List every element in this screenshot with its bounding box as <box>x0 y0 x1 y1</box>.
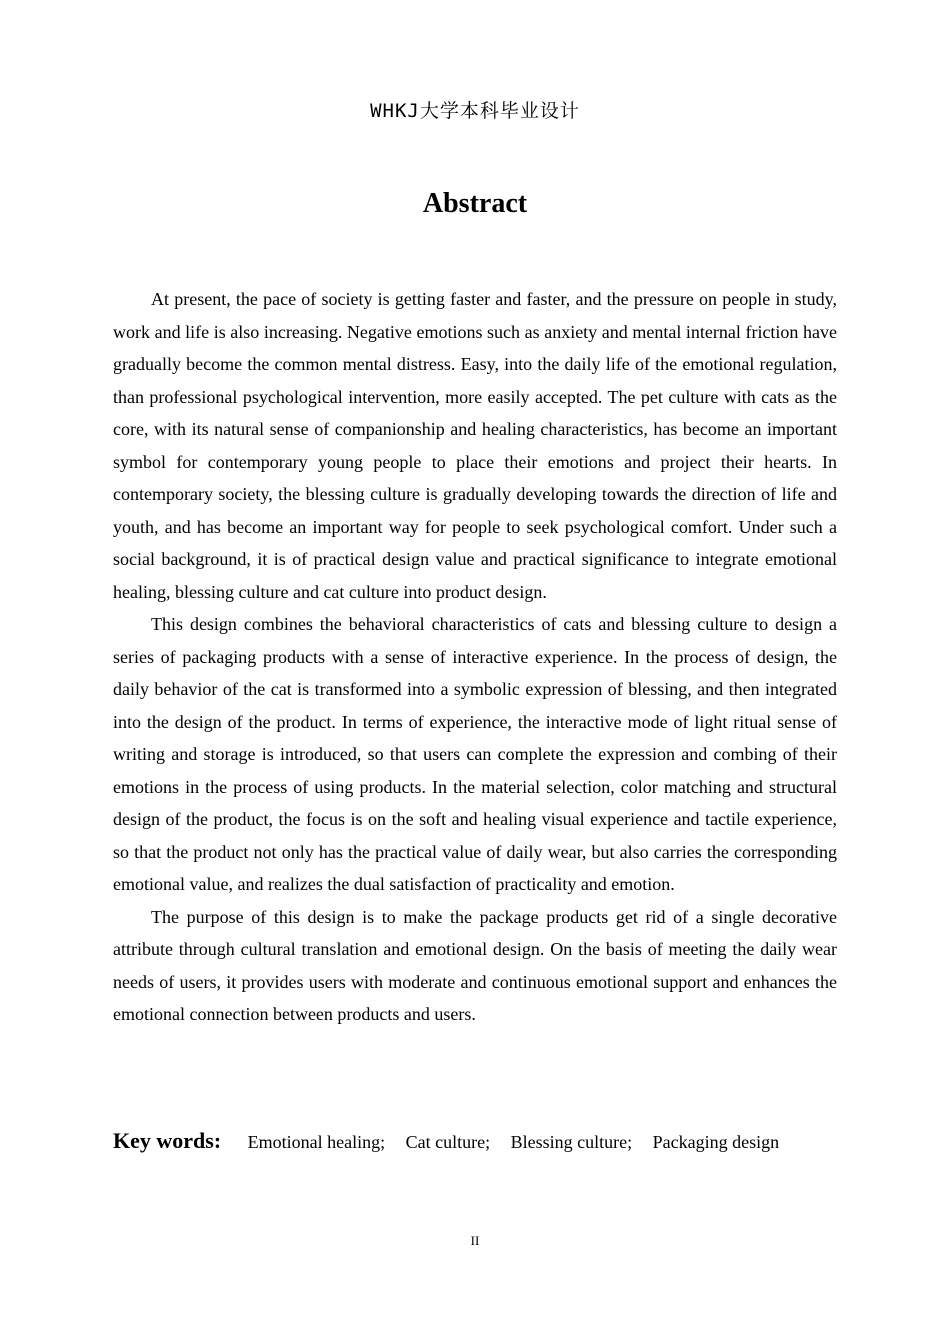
keywords-label: Key words: <box>113 1128 222 1153</box>
page-header: WHKJ大学本科毕业设计 <box>370 100 580 122</box>
page-number: II <box>470 1233 480 1248</box>
abstract-paragraph-2: This design combines the behavioral characteristics of cats and blessing culture to design a series of packaging products with a sense of interactive experience. In the process of design, the daily behavior of the cat is transformed into a symbolic expression of blessing, and then integrated into the design of the product. In terms of experience, the interactive mode of light ritual sense of writing and storage is introduced, so that users can complete the expression and combing of their emotions in the process of using products. In the material selection, color matching and structural design of the product, the focus is on the soft and healing visual experience and tactile experience, so that the product not only has the practical value of daily wear, but also carries the corresponding emotional value, and realizes the dual satisfaction of practicality and emotion. <box>113 614 837 894</box>
keyword-item: Cat culture; <box>405 1132 491 1152</box>
abstract-title: Abstract <box>422 188 528 219</box>
keyword-item: Packaging design <box>652 1132 780 1152</box>
abstract-body <box>113 283 837 1031</box>
keyword-item: Blessing culture; <box>510 1132 633 1152</box>
abstract-paragraph-3: The purpose of this design is to make the package products get rid of a single decorative attribute through cultural translation and emotional design. On the basis of meeting the daily wear needs of users, it provides users with moderate and continuous emotional support and enhances the emotional connection between products and users. <box>113 906 837 1024</box>
keyword-item: Emotional healing; <box>247 1132 386 1152</box>
keywords-line <box>113 1128 873 1154</box>
abstract-paragraph-1: At present, the pace of society is getting faster and faster, and the pressure on people in study, work and life is also increasing. Negative emotions such as anxiety and mental internal friction have gradually become the common mental distress. Easy, into the daily life of the emotional regulation, than professional psychological intervention, more easily accepted. The pet culture with cats as the core, with its natural sense of companionship and healing characteristics, has become an important symbol for contemporary young people to place their emotions and project their hearts. In contemporary society, the blessing culture is gradually developing towards the direction of life and youth, and has become an important way for people to seek psychological comfort. Under such a social background, it is of practical design value and practical significance to integrate emotional healing, blessing culture and cat culture into product design. <box>113 289 837 602</box>
